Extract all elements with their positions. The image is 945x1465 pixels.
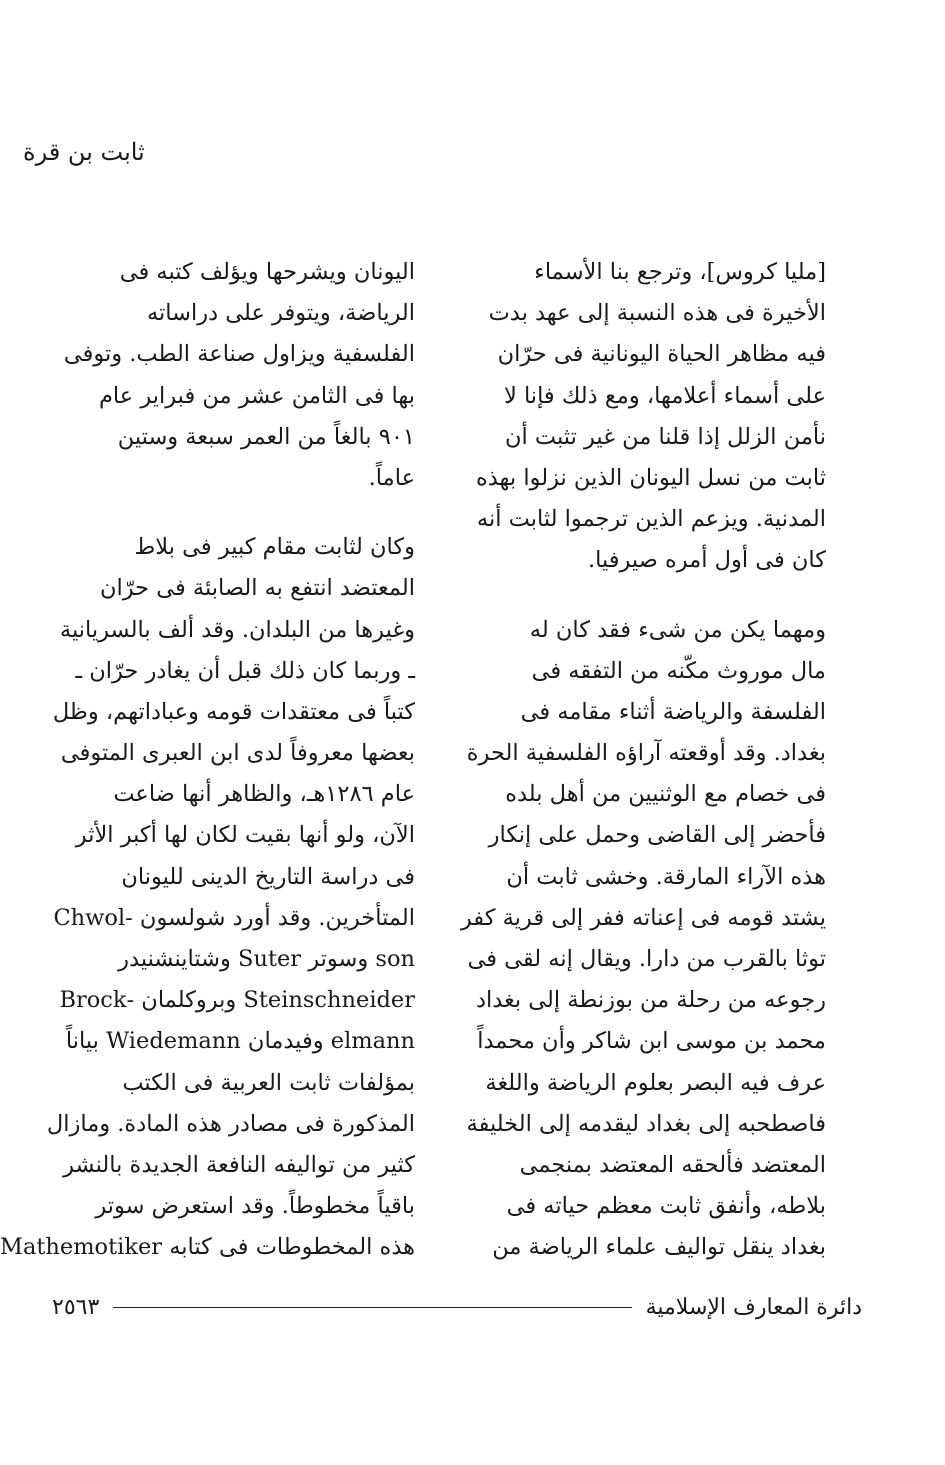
page-footer [52,1290,862,1324]
text-line: son وسوتر Suter وشتاينشنيدر [118,946,415,972]
text-line: عاماً. [368,464,415,491]
text-line: فى خصام مع الوثنيين من أهل بلده [505,781,826,808]
text-line: نأمن الزلل إذا قلنا من غير تثبت أن [504,423,826,450]
text-line: بها فى الثامن عشر من فبراير عام [98,382,415,409]
text-line: فيه مظاهر الحياة اليونانية فى حرّان [497,341,826,368]
text-line: كتباً فى معتقدات قومه وعباداتهم، وظل [52,698,415,725]
text-line: ومهما يكن من شىء فقد كان له [529,616,826,643]
text-line: عرف فيه البصر بعلوم الرياضة واللغة [485,1069,826,1096]
text-line: محمد بن موسى ابن شاكر وأن محمداً [477,1028,826,1055]
text-line: الآن، ولو أنها بقيت لكان لها أكبر الأثر [75,822,415,849]
text-line: بلاطه، وأنفق ثابت معظم حياته فى [506,1193,826,1220]
text-column-right [451,252,826,1269]
text-line: الأخيرة فى هذه النسبة إلى عهد بدت [488,300,826,327]
text-line: عام ١٢٨٦هـ، والظاهر أنها ضاعت [113,781,415,808]
text-line: توثا بالقرب من دارا. ويقال إنه لقى فى [467,946,826,972]
text-line: كثير من تواليفه النافعة الجديدة بالنشر [63,1151,415,1178]
text-line: ـ وربما كان ذلك قبل أن يغادر حرّان ـ [75,657,415,684]
footer-rule [113,1307,631,1308]
text-line: مال موروث مكّنه من التفقه فى [531,657,826,684]
text-line: ثابت من نسل اليونان الذين نزلوا بهذه [475,464,826,491]
text-column-left [0,252,415,1269]
text-line: بغداد ينقل تواليف علماء الرياضة من [492,1234,826,1261]
text-line: بمؤلفات ثابت العربية فى الكتب [122,1069,415,1096]
text-line: يشتد قومه فى إعناته ففر إلى قرية كفر [460,904,826,931]
text-line: فى دراسة التاريخ الدينى لليونان [121,863,415,890]
running-header: ثابت بن قرة [23,138,145,166]
text-line: هذه المخطوطات فى كتابه Mathemotiker [0,1234,415,1261]
text-line: فأحضر إلى القاضى وحمل على إنكار [488,822,826,849]
text-line: Steinschneider وبروكلمان -Brock [59,987,415,1014]
text-line: ٩٠١ بالغاً من العمر سبعة وستين [117,423,415,450]
encyclopedia-title: دائرة المعارف الإسلامية [645,1294,862,1320]
paragraph-gap [451,582,826,610]
text-line: المتأخرين. وقد أورد شولسون -Chwol [53,904,415,931]
text-line: بغداد. وقد أوقعته آراؤه الفلسفية الحرة [466,740,826,767]
text-line: المعتضد انتفع به الصابئة فى حرّان [99,575,415,602]
text-line: elmann وفيدمان Wiedemann بياناً [65,1028,415,1055]
text-line: المدنية. ويزعم الذين ترجموا لثابت أنه [476,506,826,533]
page-number: ٢٥٦٣ [52,1294,100,1320]
text-line: باقياً مخطوطاً. وقد استعرض سوتر [95,1193,415,1220]
text-line: الفلسفية ويزاول صناعة الطب. وتوفى [63,341,415,368]
text-line: المذكورة فى مصادر هذه المادة. ومازال [46,1110,415,1137]
text-line: هذه الآراء المارقة. وخشى ثابت أن [506,863,826,890]
text-line: اليونان ويشرحها ويؤلف كتبه فى [119,259,415,285]
text-line: كان فى أول أمره صيرفيا. [587,547,826,574]
paragraph-gap [40,499,415,527]
text-line: وكان لثابت مقام كبير فى بلاط [134,534,415,561]
text-line: فاصطحبه إلى بغداد ليقدمه إلى الخليفة [466,1110,826,1137]
text-line: الرياضة، ويتوفر على دراساته [146,300,415,327]
text-line: على أسماء أعلامها، ومع ذلك فإنا لا [503,382,826,409]
text-line: [مليا كروس]، وترجع بنا الأسماء [534,259,826,285]
text-line: وغيرها من البلدان. وقد ألف بالسريانية [59,616,415,643]
text-line: المعتضد فألحقه المعتضد بمنجمى [519,1151,826,1178]
text-line: الفلسفة والرياضة أثناء مقامه فى [520,698,826,725]
text-line: بعضها معروفاً لدى ابن العبرى المتوفى [60,740,415,767]
text-line: رجوعه من رحلة من بوزنطة إلى بغداد [475,987,826,1014]
